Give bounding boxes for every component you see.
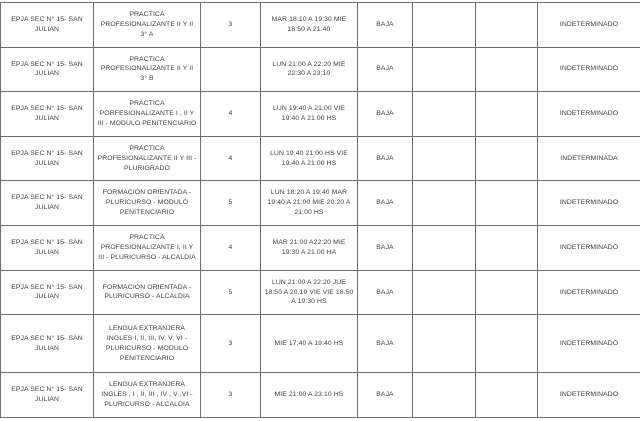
term-cell: INDETERMINADO xyxy=(538,226,640,271)
school-cell: EPJA SEC N° 15- SAN JULIAN xyxy=(1,315,94,373)
empty-cell-1 xyxy=(413,181,476,226)
schedule-cell: MIE 17:40 A 19:40 HS xyxy=(261,315,358,373)
empty-cell-2 xyxy=(476,270,538,315)
hours-cell: 5 xyxy=(201,270,261,315)
empty-cell-2 xyxy=(476,92,538,137)
school-cell: EPJA SEC N° 15- SAN JULIAN xyxy=(1,270,94,315)
course-cell: FORMACION ORIENTADA - PLURICURSO - MODULO PENITENCIARIO xyxy=(94,181,201,226)
status-cell: BAJA xyxy=(358,47,413,92)
hours-cell: 5 xyxy=(201,181,261,226)
table-row xyxy=(1,226,640,271)
term-cell: INDETERMINADO xyxy=(538,92,640,137)
empty-cell-2 xyxy=(476,136,538,181)
empty-cell-2 xyxy=(476,47,538,92)
course-cell: PRACTICA PORFESIONALIZANTE I , II Y III - MODULO PENITENCIARIO xyxy=(94,92,201,137)
status-cell: BAJA xyxy=(358,136,413,181)
status-cell: BAJA xyxy=(358,226,413,271)
empty-cell-1 xyxy=(413,3,476,48)
hours-cell: 3 xyxy=(201,3,261,48)
table-row xyxy=(1,315,640,373)
empty-cell-2 xyxy=(476,373,538,418)
term-cell: INDETERMINADO xyxy=(538,270,640,315)
status-cell: BAJA xyxy=(358,270,413,315)
status-cell: BAJA xyxy=(358,92,413,137)
table-row xyxy=(1,136,640,181)
term-cell: INDETERMINADO xyxy=(538,181,640,226)
table-row xyxy=(1,181,640,226)
schedule-cell: LUN 19:40 A 21:00 VIE 19:40 A 21:00 HS xyxy=(261,92,358,137)
term-cell: INDETERMINADA xyxy=(538,136,640,181)
term-cell: INDETERMINADO xyxy=(538,373,640,418)
term-cell: INDETERMINADO xyxy=(538,3,640,48)
course-cell: FORMACION ORIENTADA - PLURICURSO - ALCALDIA xyxy=(94,270,201,315)
schedule-cell: MIE 21:00 A 23:10 HS xyxy=(261,373,358,418)
table-row xyxy=(1,373,640,418)
hours-cell: 3 xyxy=(201,373,261,418)
course-cell: PRACTICA PROFESIONALIZANTE II Y III - PLURIGRADO xyxy=(94,136,201,181)
school-cell: EPJA SEC N° 15- SAN JULIAN xyxy=(1,92,94,137)
hours-cell: 4 xyxy=(201,226,261,271)
school-cell: EPJA SEC N° 15- SAN JULIAN xyxy=(1,47,94,92)
empty-cell-2 xyxy=(476,315,538,373)
school-cell: EPJA SEC N° 15- SAN JULIAN xyxy=(1,373,94,418)
school-cell: EPJA SEC N° 15- SAN JULIAN xyxy=(1,3,94,48)
empty-cell-1 xyxy=(413,226,476,271)
schedule-cell: LUN 18:20 A 19:40 MAR 19:40 A 21:00 MIE 20:20 A 21:00 HS xyxy=(261,181,358,226)
term-cell: INDETERMINADO xyxy=(538,47,640,92)
empty-cell-1 xyxy=(413,92,476,137)
course-cell: PRACTICA PROFESIONALIZANTE II Y II 3° A xyxy=(94,3,201,48)
status-cell: BAJA xyxy=(358,181,413,226)
table-body xyxy=(1,3,640,418)
school-cell: EPJA SEC N° 15- SAN JULIAN xyxy=(1,181,94,226)
status-cell: BAJA xyxy=(358,373,413,418)
status-cell: BAJA xyxy=(358,315,413,373)
hours-cell: 4 xyxy=(201,92,261,137)
table-row xyxy=(1,270,640,315)
school-cell: EPJA SEC N° 15- SAN JULIAN xyxy=(1,136,94,181)
school-cell: EPJA SEC N° 15- SAN JULIAN xyxy=(1,226,94,271)
empty-cell-2 xyxy=(476,226,538,271)
empty-cell-1 xyxy=(413,315,476,373)
empty-cell-2 xyxy=(476,181,538,226)
schedule-cell: LUN 21:00 A 22:20 JUE 18:50 A 20.10 VIE VIE 18.50 A 19.30 HS xyxy=(261,270,358,315)
hours-cell: 4 xyxy=(201,136,261,181)
empty-cell-1 xyxy=(413,47,476,92)
course-status-table xyxy=(0,2,640,418)
schedule-cell: LUN 21:00 A 22:20 MIE 22:30 A 23:10 xyxy=(261,47,358,92)
empty-cell-1 xyxy=(413,373,476,418)
empty-cell-1 xyxy=(413,136,476,181)
term-cell: INDETERMINADO xyxy=(538,315,640,373)
table-row xyxy=(1,92,640,137)
hours-cell: 3 xyxy=(201,315,261,373)
empty-cell-2 xyxy=(476,3,538,48)
schedule-cell: MAR 18:10 A 19:30 MIE 18:50 A 21:40 xyxy=(261,3,358,48)
schedule-cell: MAR 21:00 A22:20 MIE 19:30 A 21.00 HA xyxy=(261,226,358,271)
course-cell: PRACTICA PROFESIONALIZANTE I, II Y III - PLURICURSO - ALCALDIA xyxy=(94,226,201,271)
course-cell: LENGUA EXTRANJERA INGLES I, II, III, IV, V, VI - PLURICURSO - MODULO PENITENCIARIO xyxy=(94,315,201,373)
status-cell: BAJA xyxy=(358,3,413,48)
schedule-cell: LUN 19.40 21:00 HS VIE 19.40 A 21:00 HS xyxy=(261,136,358,181)
course-cell: PRACTICA PROFESIONALIZANTE II Y II 3° B xyxy=(94,47,201,92)
empty-cell-1 xyxy=(413,270,476,315)
hours-cell xyxy=(201,47,261,92)
table-row xyxy=(1,3,640,48)
table-row xyxy=(1,47,640,92)
course-cell: LENGUA EXTRANJERA INGLES , I , II, III , IV , V ,VI -PLURICURSO - ALCALDIA xyxy=(94,373,201,418)
